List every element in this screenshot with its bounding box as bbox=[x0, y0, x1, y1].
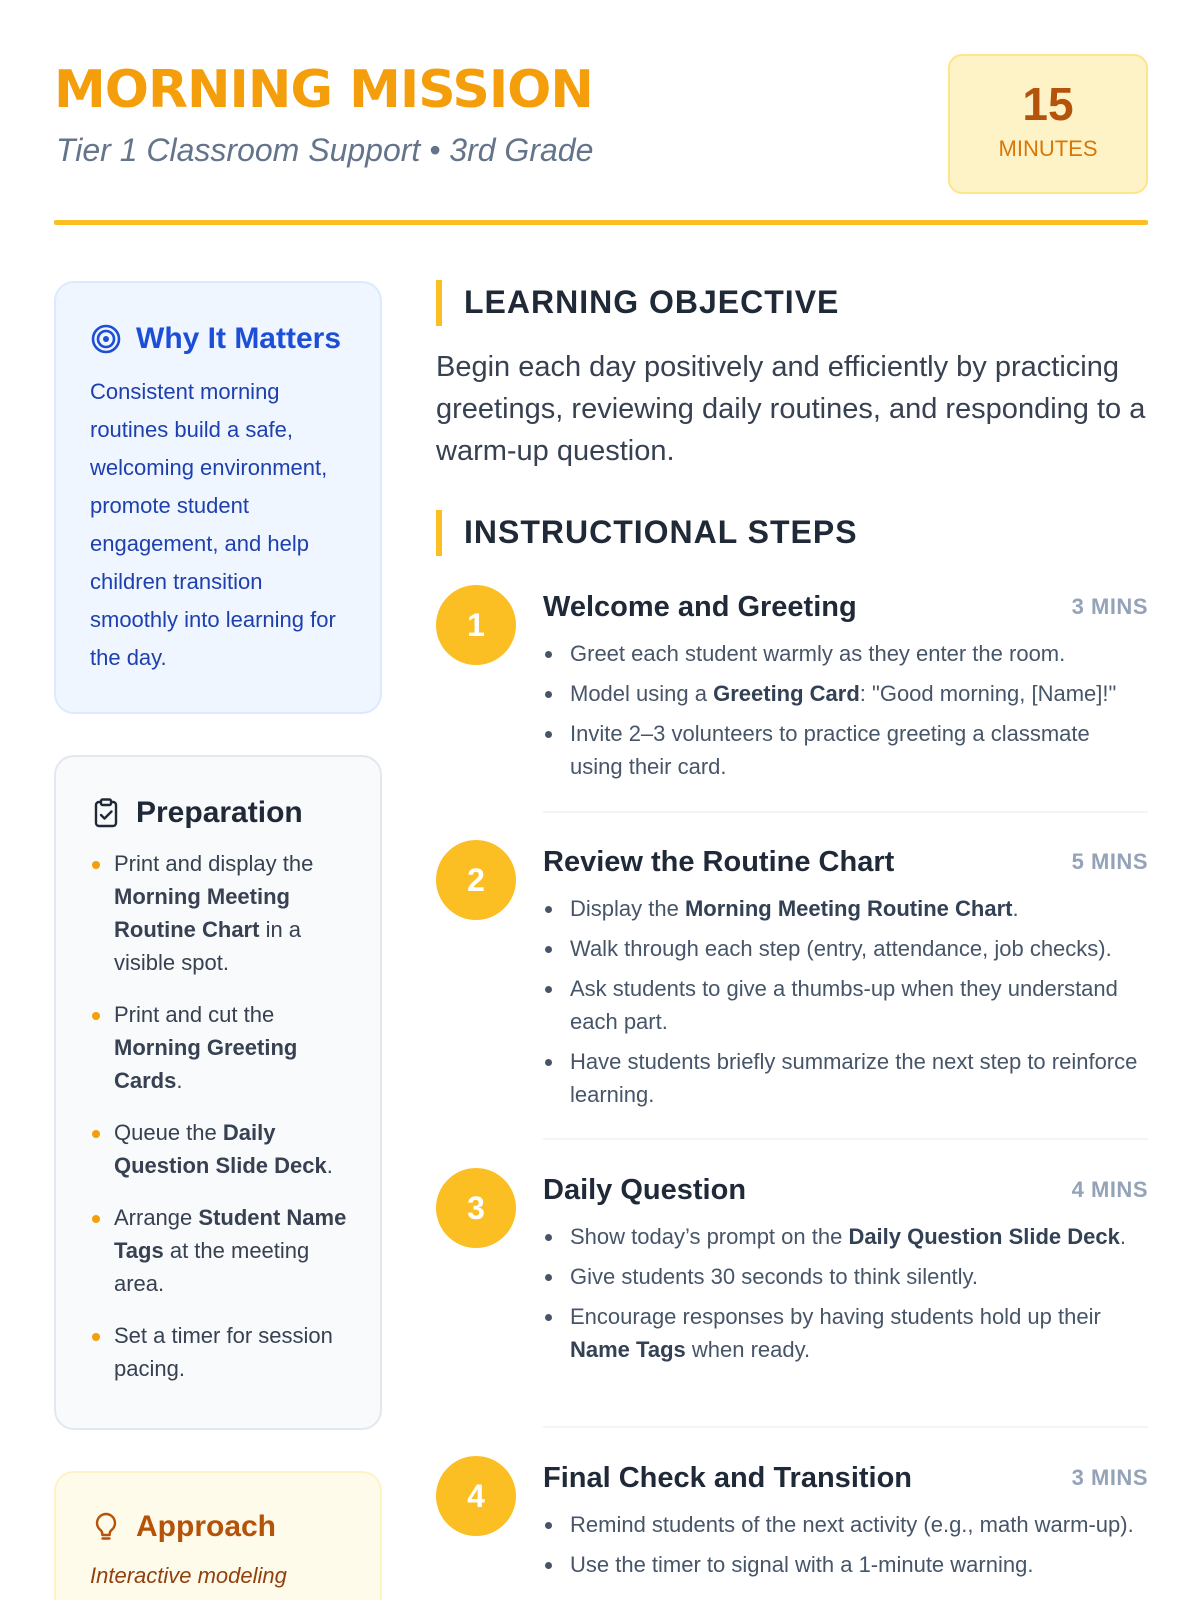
step-number: 4 bbox=[436, 1456, 516, 1536]
step-divider bbox=[543, 1426, 1148, 1428]
step-number: 2 bbox=[436, 840, 516, 920]
step-bullets bbox=[543, 892, 1148, 1111]
step-bullet: Invite 2–3 volunteers to practice greeting a classmate using their card. bbox=[543, 717, 1148, 783]
step-bullet: Encourage responses by having students hold up their Name Tags when ready. bbox=[543, 1300, 1148, 1366]
preparation-item: Queue the Daily Question Slide Deck. bbox=[90, 1116, 350, 1182]
step-bullet: Walk through each step (entry, attendance, job checks). bbox=[543, 932, 1148, 965]
step-number: 1 bbox=[436, 585, 516, 665]
preparation-item: Print and cut the Morning Greeting Cards. bbox=[90, 998, 350, 1097]
preparation-heading: Preparation bbox=[136, 796, 303, 829]
step-bullet: Remind students of the next activity (e.g., math warm-up). bbox=[543, 1508, 1148, 1541]
step-title: Welcome and Greeting bbox=[543, 591, 857, 623]
preparation-list bbox=[90, 847, 350, 1385]
approach-text: Interactive modeling bbox=[90, 1563, 287, 1588]
step-bullets bbox=[543, 1220, 1148, 1366]
preparation-card bbox=[54, 755, 382, 1430]
step-duration: 3 MINS bbox=[1071, 1465, 1148, 1490]
step-bullet: Use the timer to signal with a 1-minute warning. bbox=[543, 1548, 1148, 1581]
page-title: MORNING MISSION bbox=[54, 60, 593, 120]
step-title: Daily Question bbox=[543, 1174, 747, 1206]
learning-objective-heading: LEARNING OBJECTIVE bbox=[436, 280, 839, 326]
step-bullet: Ask students to give a thumbs-up when they understand each part. bbox=[543, 972, 1148, 1038]
instructional-steps-heading: INSTRUCTIONAL STEPS bbox=[436, 510, 858, 556]
step-bullet: Greet each student warmly as they enter the room. bbox=[543, 637, 1148, 670]
lightbulb-icon bbox=[90, 1511, 122, 1543]
learning-objective-text: Begin each day positively and efficiently by practicing greetings, reviewing daily routines, and responding to a warm-up question. bbox=[436, 351, 1146, 467]
approach-heading: Approach bbox=[136, 1510, 277, 1543]
step-title: Review the Routine Chart bbox=[543, 846, 895, 878]
duration-unit: MINUTES bbox=[998, 136, 1098, 161]
header-divider bbox=[54, 220, 1148, 225]
why-it-matters-card bbox=[54, 281, 382, 714]
step-bullets bbox=[543, 1508, 1148, 1581]
step-divider bbox=[543, 1138, 1148, 1140]
duration-value: 15 bbox=[1022, 78, 1074, 130]
step-bullets bbox=[543, 637, 1148, 783]
step-number: 3 bbox=[436, 1168, 516, 1248]
target-icon bbox=[90, 323, 122, 355]
step-bullet: Display the Morning Meeting Routine Chart. bbox=[543, 892, 1148, 925]
step-duration: 3 MINS bbox=[1071, 594, 1148, 619]
step-bullet: Model using a Greeting Card: "Good morning, [Name]!" bbox=[543, 677, 1148, 710]
step-duration: 4 MINS bbox=[1071, 1177, 1148, 1202]
clipboard-check-icon bbox=[90, 797, 122, 829]
step-bullet: Have students briefly summarize the next step to reinforce learning. bbox=[543, 1045, 1148, 1111]
step-duration: 5 MINS bbox=[1071, 849, 1148, 874]
step-divider bbox=[543, 811, 1148, 813]
page-subtitle: Tier 1 Classroom Support • 3rd Grade bbox=[56, 132, 594, 168]
duration-badge bbox=[948, 54, 1148, 194]
approach-card bbox=[54, 1471, 382, 1600]
preparation-item: Set a timer for session pacing. bbox=[90, 1319, 350, 1385]
page-header bbox=[54, 54, 1148, 224]
preparation-item: Print and display the Morning Meeting Routine Chart in a visible spot. bbox=[90, 847, 350, 979]
step-title: Final Check and Transition bbox=[543, 1462, 913, 1494]
preparation-item: Arrange Student Name Tags at the meeting area. bbox=[90, 1201, 350, 1300]
why-it-matters-text: Consistent morning routines build a safe, welcoming environment, promote student engagement, and help children transition smoothly into learning for the day. bbox=[90, 379, 336, 670]
step-bullet: Show today’s prompt on the Daily Question Slide Deck. bbox=[543, 1220, 1148, 1253]
step-bullet: Give students 30 seconds to think silently. bbox=[543, 1260, 1148, 1293]
why-it-matters-heading: Why It Matters bbox=[136, 322, 342, 355]
